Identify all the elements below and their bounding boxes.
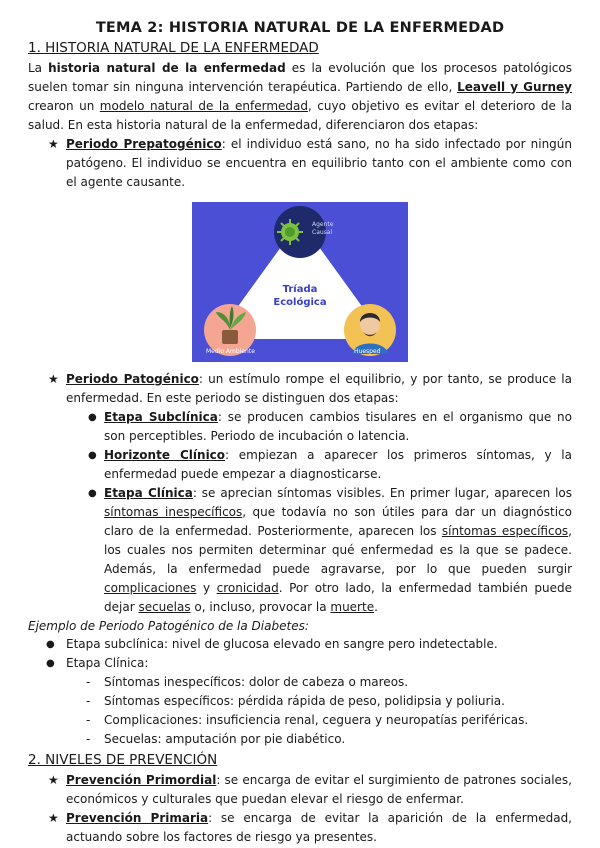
intro-text: crearon un	[28, 99, 100, 113]
example-subitem: - Secuelas: amputación por pie diabético.	[86, 730, 572, 749]
periods-list	[28, 135, 572, 192]
prevention-list	[28, 771, 572, 847]
period-label: Periodo Patogénico	[66, 372, 199, 386]
prevention-primary	[48, 809, 572, 847]
example-sublist	[28, 673, 572, 749]
triad-diagram	[192, 202, 408, 362]
periods-list-2	[28, 370, 572, 617]
period-prepathogenic	[48, 135, 572, 192]
prevention-label: Prevención Primaria	[66, 811, 209, 825]
stage-text: . Por otro lado, la enfermedad también puede dejar	[104, 581, 573, 614]
period-text: : un estímulo rompe el equilibrio, y por tanto, se produce la enfermedad. En este periodo se distinguen dos etapas:	[66, 372, 572, 405]
example-title: Ejemplo de Periodo Patogénico de la Diabetes:	[28, 619, 309, 633]
term-specific: síntomas específicos	[441, 524, 569, 538]
period-pathogenic	[48, 370, 572, 617]
term-death: muerte	[330, 600, 375, 614]
doc-title: TEMA 2: HISTORIA NATURAL DE LA ENFERMEDAD	[95, 20, 505, 36]
stage-text: , los cuales nos permiten determinar qué enfermedad es la que se padece. Además, la enfermedad puede agravarse, por lo que pueden surgir	[104, 524, 572, 576]
stage-text: : se producen cambios tisulares en el organismo que no son perceptibles. Periodo de incubación o latencia.	[104, 410, 572, 443]
stage-text: .	[374, 600, 378, 614]
intro-term: historia natural de la enfermedad	[48, 61, 286, 75]
period-label: Periodo Prepatogénico	[66, 137, 222, 151]
intro-text: , cuyo objetivo es evitar el deterioro de la salud. En esta historia natural de la enfermedad, diferenciaron dos etapas:	[28, 99, 572, 132]
stage-label: Etapa Clínica	[104, 486, 193, 500]
prevention-text: : se encarga de evitar la aparición de la enfermedad, actuando sobre los factores de riesgo ya presentes.	[66, 811, 573, 844]
stages-list	[66, 408, 572, 617]
ecological-triad-figure	[192, 202, 408, 362]
term-sequelae: secuelas	[138, 600, 191, 614]
stage-text: , que todavía no son útiles para dar un diagnóstico claro de la enfermedad. Posteriormente, aparecen los	[104, 505, 572, 538]
example-item: ● Etapa Clínica:	[46, 654, 572, 673]
agent-label-1: Agente	[312, 221, 334, 228]
prevention-label: Prevención Primordial	[66, 773, 217, 787]
stage-clinical-horizon	[88, 446, 572, 484]
example-subitem: - Síntomas inespecíficos: dolor de cabeza o mareos.	[86, 673, 572, 692]
stage-text: o, incluso, provocar la	[190, 600, 331, 614]
intro-text: La	[28, 61, 49, 75]
prevention-primordial	[48, 771, 572, 809]
stage-clinical	[88, 484, 572, 617]
triad-title-2: Ecológica	[273, 297, 327, 308]
section-heading-1: 1. HISTORIA NATURAL DE LA ENFERMEDAD	[28, 40, 319, 56]
example-subitem: - Síntomas específicos: pérdida rápida de peso, polidipsia y poliuria.	[86, 692, 572, 711]
term-nonspecific: síntomas inespecíficos	[104, 505, 243, 519]
stage-text: y	[196, 581, 217, 595]
triad-title-1: Tríada	[282, 284, 318, 295]
stage-text: : se aprecian síntomas visibles. En primer lugar, aparecen los	[192, 486, 572, 500]
term-complications: complicaciones	[104, 581, 197, 595]
example-list	[28, 635, 572, 673]
prevention-text: : se encarga de evitar el surgimiento de patrones sociales, económicos y culturales que puedan elevar el riesgo de enfermar.	[66, 773, 572, 806]
intro-paragraph	[28, 59, 572, 135]
section-heading-2: 2. NIVELES DE PREVENCIÓN	[28, 752, 218, 768]
example-item: ● Etapa subclínica: nivel de glucosa elevado en sangre pero indetectable.	[46, 635, 572, 654]
stage-label: Etapa Subclínica	[104, 410, 218, 424]
stage-subclinical	[88, 408, 572, 446]
example-subitem: - Complicaciones: insuficiencia renal, ceguera y neuropatías periféricas.	[86, 711, 572, 730]
stage-label: Horizonte Clínico	[104, 448, 226, 462]
stage-text: : empiezan a aparecer los primeros síntomas, y la enfermedad puede empezar a diagnosticarse.	[104, 448, 572, 481]
term-chronicity: cronicidad	[216, 581, 279, 595]
period-text: : el individuo está sano, no ha sido infectado por ningún patógeno. El individuo se encuentra en equilibrio tanto con el ambiente como con el agente causante.	[66, 137, 573, 189]
intro-authors: Leavell y Gurney	[457, 80, 572, 94]
host-label: Huesped	[354, 348, 381, 355]
intro-text: es la evolución que los procesos patológicos suelen tomar sin ninguna intervención terapéutica. Partiendo de ello,	[28, 61, 572, 94]
environment-label: Medio Ambiente	[206, 348, 255, 355]
agent-label-2: Causal	[312, 229, 333, 236]
intro-model: modelo natural de la enfermedad	[99, 99, 308, 113]
